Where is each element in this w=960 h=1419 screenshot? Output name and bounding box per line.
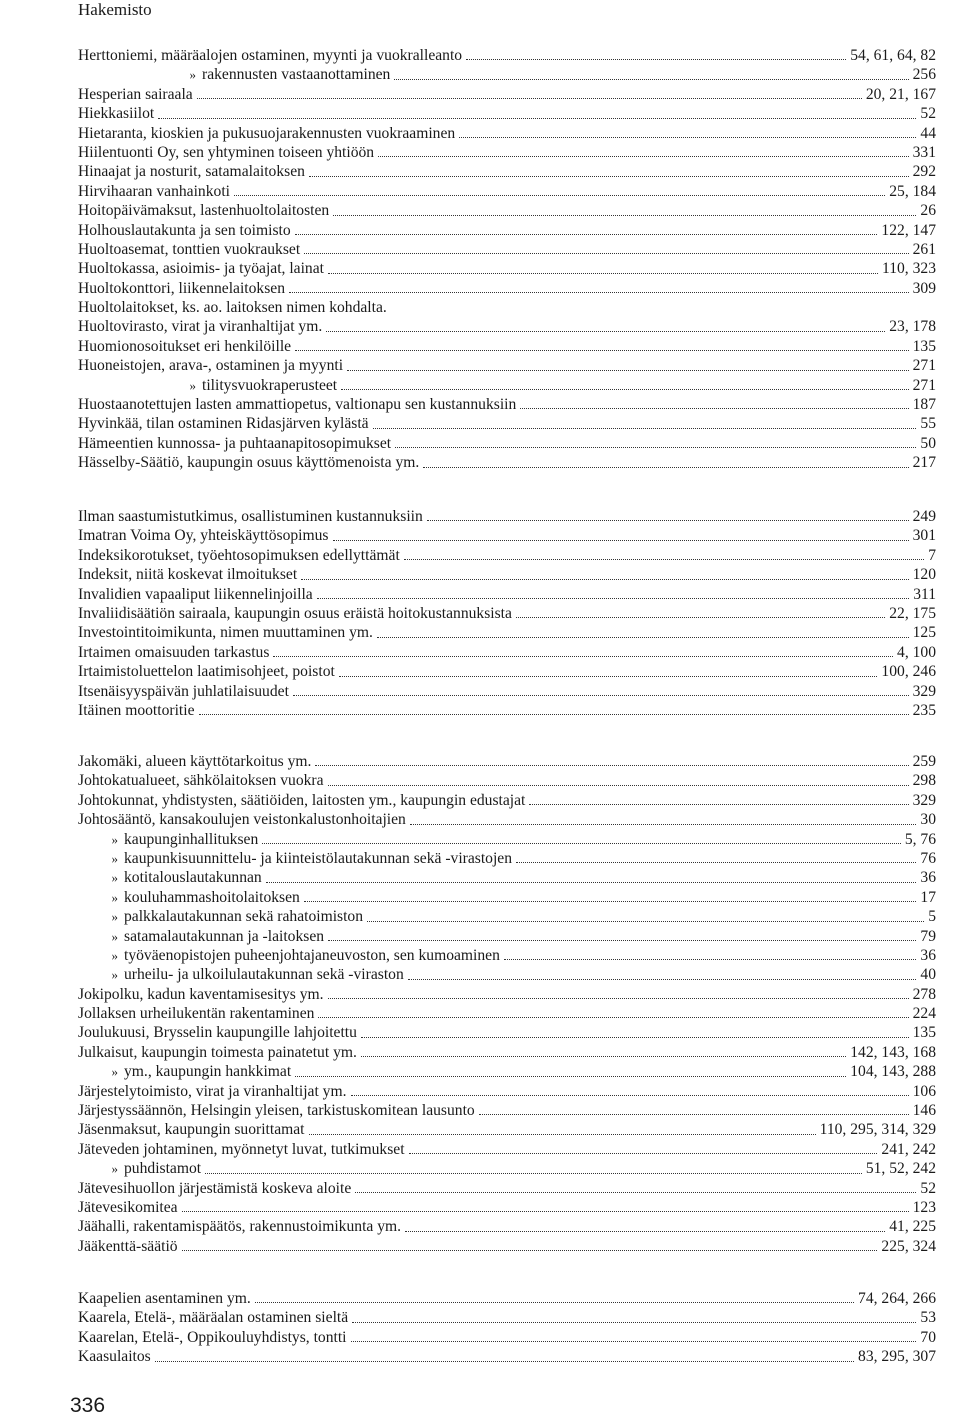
dot-leader (289, 292, 909, 293)
dot-leader (293, 695, 909, 696)
index-entry (78, 1198, 936, 1217)
index-entry (78, 395, 936, 414)
entry-text: Kaapelien asentaminen ym. (78, 1290, 251, 1307)
entry-pages: 120 (912, 566, 936, 584)
entry-text: Investointitoimikunta, nimen muuttaminen ym. (78, 624, 373, 642)
index-entry (78, 1347, 936, 1366)
entry-pages: 36 (920, 946, 936, 964)
ditto-mark: » (111, 870, 118, 886)
entry-text: Irtaimistoluettelon laatimisohjeet, poistot (78, 663, 335, 681)
dot-leader (341, 389, 908, 390)
dot-leader (347, 370, 909, 371)
dot-leader (304, 901, 917, 902)
ditto-mark: » (111, 850, 118, 866)
dot-leader (339, 676, 878, 677)
entry-pages: 54, 61, 64, 82 (850, 47, 936, 64)
entry-pages: 301 (912, 527, 936, 545)
entry-text: Järjestelytoimisto, virat ja viranhaltijat ym. (78, 1082, 347, 1100)
dot-leader (395, 447, 916, 448)
index-entry (78, 907, 936, 926)
index-entry (78, 888, 936, 907)
dot-leader (351, 1095, 909, 1096)
entry-pages: 104, 143, 288 (850, 1063, 936, 1081)
entry-pages: 5, 76 (904, 830, 936, 848)
entry-pages: 259 (912, 753, 936, 770)
entry-text: Hietaranta, kioskien ja pukusuojarakennusten vuokraaminen (78, 124, 456, 142)
entry-text: Järjestyssäännön, Helsingin yleisen, tarkistuskomitean lausunto (78, 1102, 475, 1120)
entry-pages: 100, 246 (881, 663, 936, 681)
entry-text: Huoltovirasto, virat ja viranhaltijat ym. (78, 318, 323, 336)
entry-pages: 135 (912, 1024, 936, 1042)
index-entry (78, 1308, 936, 1327)
dot-leader (328, 785, 909, 786)
entry-pages: 122, 147 (881, 221, 936, 239)
dot-leader (309, 1134, 816, 1135)
index-entry (78, 507, 936, 526)
dot-leader (301, 579, 908, 580)
index-entry (78, 1062, 936, 1081)
entry-text: Ilman saastumistutkimus, osallistuminen kustannuksiin (78, 508, 423, 525)
index-entry (78, 1237, 936, 1256)
dot-leader (155, 1361, 854, 1362)
entry-pages: 135 (912, 337, 936, 355)
index-entry (78, 623, 936, 642)
ditto-mark: » (111, 831, 118, 847)
ditto-mark: » (111, 1161, 118, 1177)
entry-text: Invalidien vapaaliput liikennelinjoilla (78, 585, 313, 603)
index-entry (78, 46, 936, 65)
index-entry (78, 662, 936, 681)
entry-text: Jäähalli, rakentamispäätös, rakennustoimikunta ym. (78, 1218, 402, 1236)
dot-leader (315, 765, 908, 766)
index-entry (78, 1159, 936, 1178)
index-section-j (78, 752, 936, 1256)
entry-pages: 123 (912, 1198, 936, 1216)
entry-text: Hinaajat ja nosturit, satamalaitoksen (78, 163, 305, 181)
entry-text: Kaarela, Etelä-, määräalan ostaminen sieltä (78, 1309, 349, 1327)
dot-leader (520, 408, 908, 409)
entry-pages: 110, 295, 314, 329 (819, 1121, 936, 1139)
ditto-mark: » (189, 377, 196, 393)
entry-text: Huostaanotettujen lasten ammattiopetus, valtionapu sen kustannuksiin (78, 396, 517, 414)
entry-pages: 76 (920, 849, 936, 867)
entry-text: kaupunginhallituksen (124, 830, 259, 848)
dot-leader (295, 350, 909, 351)
entry-text: Huoltolaitokset, ks. ao. laitoksen nimen kohdalta. (78, 299, 387, 317)
entry-text: Indeksit, niitä koskevat ilmoitukset (78, 566, 298, 584)
dot-leader (266, 882, 917, 883)
index-entry (78, 1043, 936, 1062)
entry-text: Huoltoasemat, tonttien vuokraukset (78, 240, 301, 258)
entry-pages: 83, 295, 307 (858, 1348, 936, 1366)
index-entry (78, 868, 936, 887)
entry-text: Hiilentuonti Oy, sen yhtyminen toiseen yhtiöön (78, 143, 375, 161)
ditto-mark: » (111, 947, 118, 963)
entry-pages: 329 (912, 682, 936, 700)
entry-pages: 106 (912, 1082, 936, 1100)
index-entry (78, 546, 936, 565)
index-entry (78, 752, 936, 771)
entry-text: Huoneistojen, arava-, ostaminen ja myynti (78, 357, 344, 375)
index-entry (78, 317, 936, 336)
entry-text: Joulukuusi, Brysselin kaupungille lahjoitettu (78, 1024, 357, 1042)
index-entry (78, 849, 936, 868)
entry-pages: 17 (920, 888, 936, 906)
entry-text: Jollaksen urheilukentän rakentaminen (78, 1005, 315, 1023)
entry-pages: 26 (920, 202, 936, 220)
entry-text: Kaasulaitos (78, 1348, 151, 1366)
entry-pages: 30 (920, 811, 936, 829)
entry-text: Johtosääntö, kansakoulujen veistonkalustonhoitajien (78, 811, 406, 829)
index-entry (78, 1179, 936, 1198)
index-section-k (78, 1289, 936, 1367)
entry-pages: 52 (920, 105, 936, 123)
dot-leader (295, 1076, 846, 1077)
index-entry (78, 791, 936, 810)
entry-text: kotitalouslautakunnan (124, 869, 262, 887)
dot-leader (234, 195, 885, 196)
dot-leader (205, 1173, 862, 1174)
index-entry (78, 604, 936, 623)
entry-text: Holhouslautakunta ja sen toimisto (78, 221, 291, 239)
ditto-mark: » (111, 889, 118, 905)
entry-pages: 20, 21, 167 (865, 85, 936, 103)
index-entry (78, 771, 936, 790)
dot-leader (466, 59, 846, 60)
index-entry (78, 201, 936, 220)
entry-pages: 22, 175 (889, 604, 936, 622)
dot-leader (373, 428, 917, 429)
entry-text: Invaliidisäätiön sairaala, kaupungin osuus eräistä hoitokustannuksista (78, 604, 512, 622)
dot-leader (317, 598, 909, 599)
index-entry (78, 221, 936, 240)
entry-pages: 271 (912, 357, 936, 375)
entry-pages: 224 (912, 1005, 936, 1023)
entry-text: Jätevesikomitea (78, 1198, 178, 1216)
index-entry (78, 830, 936, 849)
entry-text: urheilu- ja ulkoilulautakunnan sekä -viraston (124, 966, 404, 984)
index-entry (78, 337, 936, 356)
entry-pages: 110, 323 (882, 260, 936, 278)
index-entry (78, 434, 936, 453)
ditto-mark: » (111, 967, 118, 983)
index-entry (78, 701, 936, 720)
entry-pages: 4, 100 (897, 643, 936, 661)
entry-pages: 329 (912, 791, 936, 809)
index-entry (78, 965, 936, 984)
ditto-mark: » (111, 909, 118, 925)
dot-leader (504, 959, 917, 960)
index-entry (78, 124, 936, 143)
dot-leader (197, 98, 862, 99)
dot-leader (333, 540, 909, 541)
entry-pages: 249 (912, 508, 936, 525)
entry-text: Hässelby-Säätiö, kaupungin osuus käyttömenoista ym. (78, 454, 420, 472)
dot-leader (295, 234, 878, 235)
entry-text: Hirvihaaran vanhainkoti (78, 182, 230, 200)
index-entry (78, 182, 936, 201)
index-entry (78, 585, 936, 604)
entry-text: Jokipolku, kadun kaventamisesitys ym. (78, 985, 324, 1003)
dot-leader (355, 1192, 916, 1193)
index-entry (78, 376, 936, 395)
entry-pages: 44 (920, 124, 936, 142)
index-entry (78, 682, 936, 701)
index-entry (78, 453, 936, 472)
ditto-mark: » (111, 928, 118, 944)
dot-leader (328, 998, 909, 999)
index-entry (78, 526, 936, 545)
dot-leader (427, 520, 909, 521)
entry-pages: 50 (920, 434, 936, 452)
dot-leader (377, 637, 909, 638)
index-entry (78, 1023, 936, 1042)
entry-pages: 292 (912, 163, 936, 181)
entry-text: Hyvinkää, tilan ostaminen Ridasjärven kylästä (78, 415, 369, 433)
dot-leader (304, 253, 908, 254)
entry-pages: 41, 225 (889, 1218, 936, 1236)
page-number: 336 (70, 1394, 106, 1417)
entry-pages: 298 (912, 772, 936, 790)
entry-text: Julkaisut, kaupungin toimesta painatetut ym. (78, 1043, 357, 1061)
entry-text: Huoltokassa, asioimis- ja työajat, lainat (78, 260, 324, 278)
entry-text: Hiekkasiilot (78, 105, 155, 123)
entry-text: Huoltokonttori, liikennelaitoksen (78, 279, 286, 297)
dot-leader (199, 714, 909, 715)
dot-leader (459, 137, 916, 138)
dot-leader (158, 118, 916, 119)
entry-text: Indeksikorotukset, työehtosopimuksen edellyttämät (78, 546, 400, 564)
dot-leader (326, 331, 885, 332)
entry-text: Itsenäisyyspäivän juhlatilaisuudet (78, 682, 289, 700)
entry-text: rakennusten vastaanottaminen (202, 66, 391, 84)
entry-pages: 225, 324 (881, 1237, 936, 1255)
entry-text: Huomionosoitukset eri henkilöille (78, 337, 292, 355)
dot-leader (351, 1341, 917, 1342)
dot-leader (423, 467, 908, 468)
entry-pages: 146 (912, 1102, 936, 1120)
entry-pages: 309 (912, 279, 936, 297)
dot-leader (328, 940, 916, 941)
entry-text: Hämeentien kunnossa- ja puhtaanapitosopimukset (78, 434, 392, 452)
entry-pages: 40 (920, 966, 936, 984)
entry-pages: 23, 178 (889, 318, 936, 336)
dot-leader (333, 215, 916, 216)
entry-pages: 311 (913, 585, 936, 603)
dot-leader (255, 1302, 854, 1303)
index-entry (78, 643, 936, 662)
entry-pages: 256 (912, 66, 936, 84)
entry-text: Irtaimen omaisuuden tarkastus (78, 643, 270, 661)
entry-pages: 74, 264, 266 (858, 1290, 936, 1307)
dot-leader (262, 843, 901, 844)
index-entry (78, 240, 936, 259)
index-entry (78, 1101, 936, 1120)
index-entry (78, 65, 936, 84)
dot-leader (408, 979, 917, 980)
dot-leader (361, 1056, 846, 1057)
entry-text: Jätevesihuollon järjestämistä koskeva aloite (78, 1179, 352, 1197)
entry-text: Herttoniemi, määräalojen ostaminen, myynti ja vuokralleanto (78, 47, 463, 64)
entry-pages: 241, 242 (881, 1140, 936, 1158)
ditto-mark: » (189, 67, 196, 83)
index-entry (78, 104, 936, 123)
entry-text: Imatran Voima Oy, yhteiskäyttösopimus (78, 527, 329, 545)
dot-leader (409, 1153, 878, 1154)
entry-pages: 235 (912, 701, 936, 719)
index-entry (78, 1140, 936, 1159)
dot-leader (516, 862, 916, 863)
entry-pages: 25, 184 (889, 182, 936, 200)
entry-pages: 125 (912, 624, 936, 642)
index-entry (78, 356, 936, 375)
index-entry (78, 927, 936, 946)
dot-leader (309, 176, 909, 177)
entry-pages: 70 (920, 1328, 936, 1346)
entry-text: Jäsenmaksut, kaupungin suorittamat (78, 1121, 305, 1139)
entry-text: Jakomäki, alueen käyttötarkoitus ym. (78, 753, 312, 770)
entry-text: tilitysvuokraperusteet (202, 376, 338, 394)
index-entry (78, 946, 936, 965)
dot-leader (182, 1250, 878, 1251)
entry-pages: 55 (920, 415, 936, 433)
index-entry (78, 85, 936, 104)
index-section-i (78, 507, 936, 720)
index-entry (78, 985, 936, 1004)
index-entry (78, 1217, 936, 1236)
index-entry (78, 143, 936, 162)
entry-pages: 217 (912, 454, 936, 472)
dot-leader (394, 79, 908, 80)
entry-text: Hesperian sairaala (78, 85, 193, 103)
page-header: Hakemisto (78, 0, 152, 19)
dot-leader (352, 1322, 916, 1323)
index-entry (78, 279, 936, 298)
entry-pages: 51, 52, 242 (865, 1160, 936, 1178)
entry-text: Jääkenttä-säätiö (78, 1237, 178, 1255)
index-entry (78, 259, 936, 278)
dot-leader (479, 1114, 909, 1115)
dot-leader (516, 617, 885, 618)
index-entry (78, 1120, 936, 1139)
index-entry (78, 1289, 936, 1308)
index-entry (78, 810, 936, 829)
entry-text: palkkalautakunnan sekä rahatoimiston (124, 908, 364, 926)
entry-text: Johtokatualueet, sähkölaitoksen vuokra (78, 772, 324, 790)
entry-pages: 7 (928, 546, 936, 564)
index-entry (78, 162, 936, 181)
entry-pages: 187 (912, 396, 936, 414)
index-entry (78, 565, 936, 584)
entry-text: kouluhammashoitolaitoksen (124, 888, 300, 906)
index-entry (78, 1328, 936, 1347)
entry-pages: 36 (920, 869, 936, 887)
entry-text: Kaarelan, Etelä-, Oppikouluyhdistys, tontti (78, 1328, 347, 1346)
entry-text: Johtokunnat, yhdistysten, säätiöiden, laitosten ym., kaupungin edustajat (78, 791, 526, 809)
entry-pages: 142, 143, 168 (850, 1043, 936, 1061)
dot-leader (378, 156, 909, 157)
entry-text: Jäteveden johtaminen, myönnetyt luvat, tutkimukset (78, 1140, 405, 1158)
dot-leader (273, 656, 893, 657)
dot-leader (182, 1211, 909, 1212)
entry-text: kaupunkisuunnittelu- ja kiinteistölautakunnan sekä -virastojen (124, 849, 513, 867)
entry-pages: 53 (920, 1309, 936, 1327)
dot-leader (404, 559, 924, 560)
entry-text: Hoitopäivämaksut, lastenhuoltolaitosten (78, 202, 330, 220)
entry-text: ym., kaupungin hankkimat (124, 1063, 292, 1081)
index-entry (78, 1082, 936, 1101)
entry-pages: 5 (928, 908, 936, 926)
entry-text: puhdistamot (124, 1160, 202, 1178)
dot-leader (405, 1231, 885, 1232)
entry-pages: 271 (912, 376, 936, 394)
dot-leader (361, 1037, 909, 1038)
entry-pages: 79 (920, 927, 936, 945)
index-entry (78, 298, 936, 317)
entry-pages: 278 (912, 985, 936, 1003)
entry-text: työväenopistojen puheenjohtajaneuvoston, sen kumoaminen (124, 946, 500, 964)
dot-leader (367, 921, 924, 922)
index-section-h (78, 46, 936, 473)
ditto-mark: » (111, 1064, 118, 1080)
entry-text: satamalautakunnan ja -laitoksen (124, 927, 325, 945)
dot-leader (328, 273, 878, 274)
entry-pages: 331 (912, 143, 936, 161)
dot-leader (318, 1017, 908, 1018)
dot-leader (529, 804, 908, 805)
index-entry (78, 414, 936, 433)
dot-leader (410, 824, 917, 825)
entry-text: Itäinen moottoritie (78, 701, 195, 719)
entry-pages: 261 (912, 240, 936, 258)
index-entry (78, 1004, 936, 1023)
entry-pages: 52 (920, 1179, 936, 1197)
